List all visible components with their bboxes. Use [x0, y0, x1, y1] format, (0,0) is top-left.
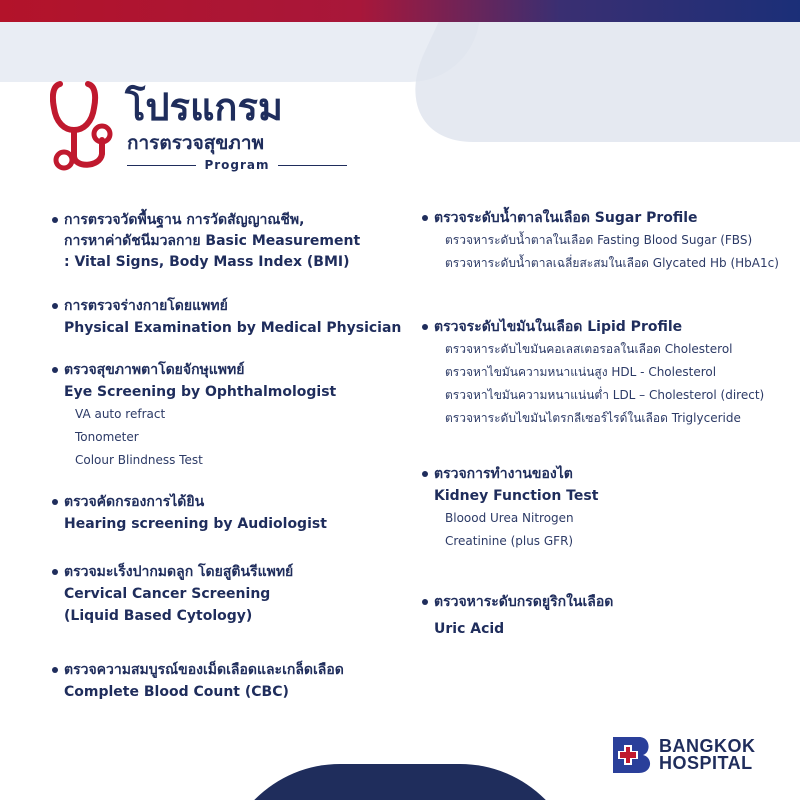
item-line: การหาค่าดัชนีมวลกาย Basic Measurement	[64, 233, 361, 249]
list-item	[434, 464, 598, 553]
list-item	[434, 208, 779, 275]
sub-item: Tonometer	[75, 430, 139, 444]
sub-item: ตรวจหาระดับไขมันไตรกลีเซอร์ไรด์ในเลือด Triglyceride	[445, 411, 741, 425]
list-item	[64, 492, 327, 535]
list-item	[434, 592, 613, 640]
item-line: Eye Screening by Ophthalmologist	[64, 384, 337, 400]
item-line: : Vital Signs, Body Mass Index (BMI)	[64, 254, 350, 270]
bullet-icon	[52, 303, 58, 309]
logo-line2: HOSPITAL	[659, 753, 753, 773]
item-line: Cervical Cancer Screening	[64, 586, 271, 602]
bg-shape-left	[0, 22, 480, 82]
bullet-icon	[52, 569, 58, 575]
bangkok-hospital-logo	[613, 737, 756, 773]
list-item	[64, 296, 401, 339]
hospital-cross-icon	[613, 737, 653, 773]
item-line: Physical Examination by Medical Physician	[64, 320, 402, 336]
bullet-icon	[52, 667, 58, 673]
item-line: ตรวจความสมบูรณ์ของเม็ดเลือดและเกล็ดเลือด	[64, 662, 344, 678]
item-line: ตรวจระดับไขมันในเลือด Lipid Profile	[434, 319, 683, 335]
list-item	[64, 562, 293, 627]
bullet-icon	[422, 599, 428, 605]
sub-item: Bloood Urea Nitrogen	[445, 511, 574, 525]
page-subtitle: การตรวจสุขภาพ	[127, 132, 265, 154]
logo-wordmark	[659, 738, 756, 772]
bullet-icon	[52, 367, 58, 373]
list-item	[64, 660, 344, 703]
list-item	[64, 360, 336, 472]
bottom-navy-curve	[220, 764, 580, 800]
divider	[278, 165, 347, 166]
sub-item: ตรวจหาไขมันความหนาแน่นต่ำ LDL – Cholesterol (direct)	[445, 388, 765, 402]
bullet-icon	[422, 471, 428, 477]
item-line: ตรวจระดับน้ำตาลในเลือด Sugar Profile	[434, 210, 698, 226]
top-gradient-bar	[0, 0, 800, 22]
sub-item: ตรวจหาระดับไขมันคอเลสเตอรอลในเลือด Cholesterol	[445, 342, 733, 356]
list-item	[434, 317, 764, 430]
item-line: ตรวจหาระดับกรดยูริกในเลือด	[434, 594, 614, 610]
item-line: ตรวจมะเร็งปากมดลูก โดยสูตินรีแพทย์	[64, 564, 294, 580]
sub-item: ตรวจหาไขมันความหนาแน่นสูง HDL - Cholesterol	[445, 365, 717, 379]
stethoscope-icon	[50, 78, 120, 178]
item-line: ตรวจการทำงานของไต	[434, 466, 573, 482]
sub-item: Colour Blindness Test	[75, 453, 203, 467]
sub-item: Creatinine (plus GFR)	[445, 534, 574, 548]
item-line: Kidney Function Test	[434, 488, 599, 504]
title-english-row	[127, 158, 347, 172]
item-line: ตรวจคัดกรองการได้ยิน	[64, 494, 205, 510]
bg-shape-right	[383, 22, 800, 142]
list-item	[64, 210, 360, 273]
item-line: Uric Acid	[434, 621, 505, 637]
item-line: (Liquid Based Cytology)	[64, 608, 253, 624]
sub-item: VA auto refract	[75, 407, 166, 421]
item-line: ตรวจสุขภาพตาโดยจักษุแพทย์	[64, 362, 245, 378]
logo-line1: BANGKOK	[659, 736, 756, 756]
page-title: โปรแกรม	[125, 85, 283, 129]
bullet-icon	[52, 499, 58, 505]
item-line: การตรวจวัดพื้นฐาน การวัดสัญญาณชีพ,	[64, 212, 305, 228]
item-line: การตรวจร่างกายโดยแพทย์	[64, 298, 228, 314]
item-line: Hearing screening by Audiologist	[64, 516, 327, 532]
item-line: Complete Blood Count (CBC)	[64, 684, 289, 700]
bullet-icon	[422, 324, 428, 330]
divider	[127, 165, 196, 166]
sub-item: ตรวจหาระดับน้ำตาลในเลือด Fasting Blood Sugar (FBS)	[445, 233, 753, 247]
title-block	[50, 78, 350, 188]
bullet-icon	[52, 217, 58, 223]
title-english: Program	[204, 158, 270, 172]
bullet-icon	[422, 215, 428, 221]
sub-item: ตรวจหาระดับน้ำตาลเฉลี่ยสะสมในเลือด Glycated Hb (HbA1c)	[445, 256, 779, 270]
